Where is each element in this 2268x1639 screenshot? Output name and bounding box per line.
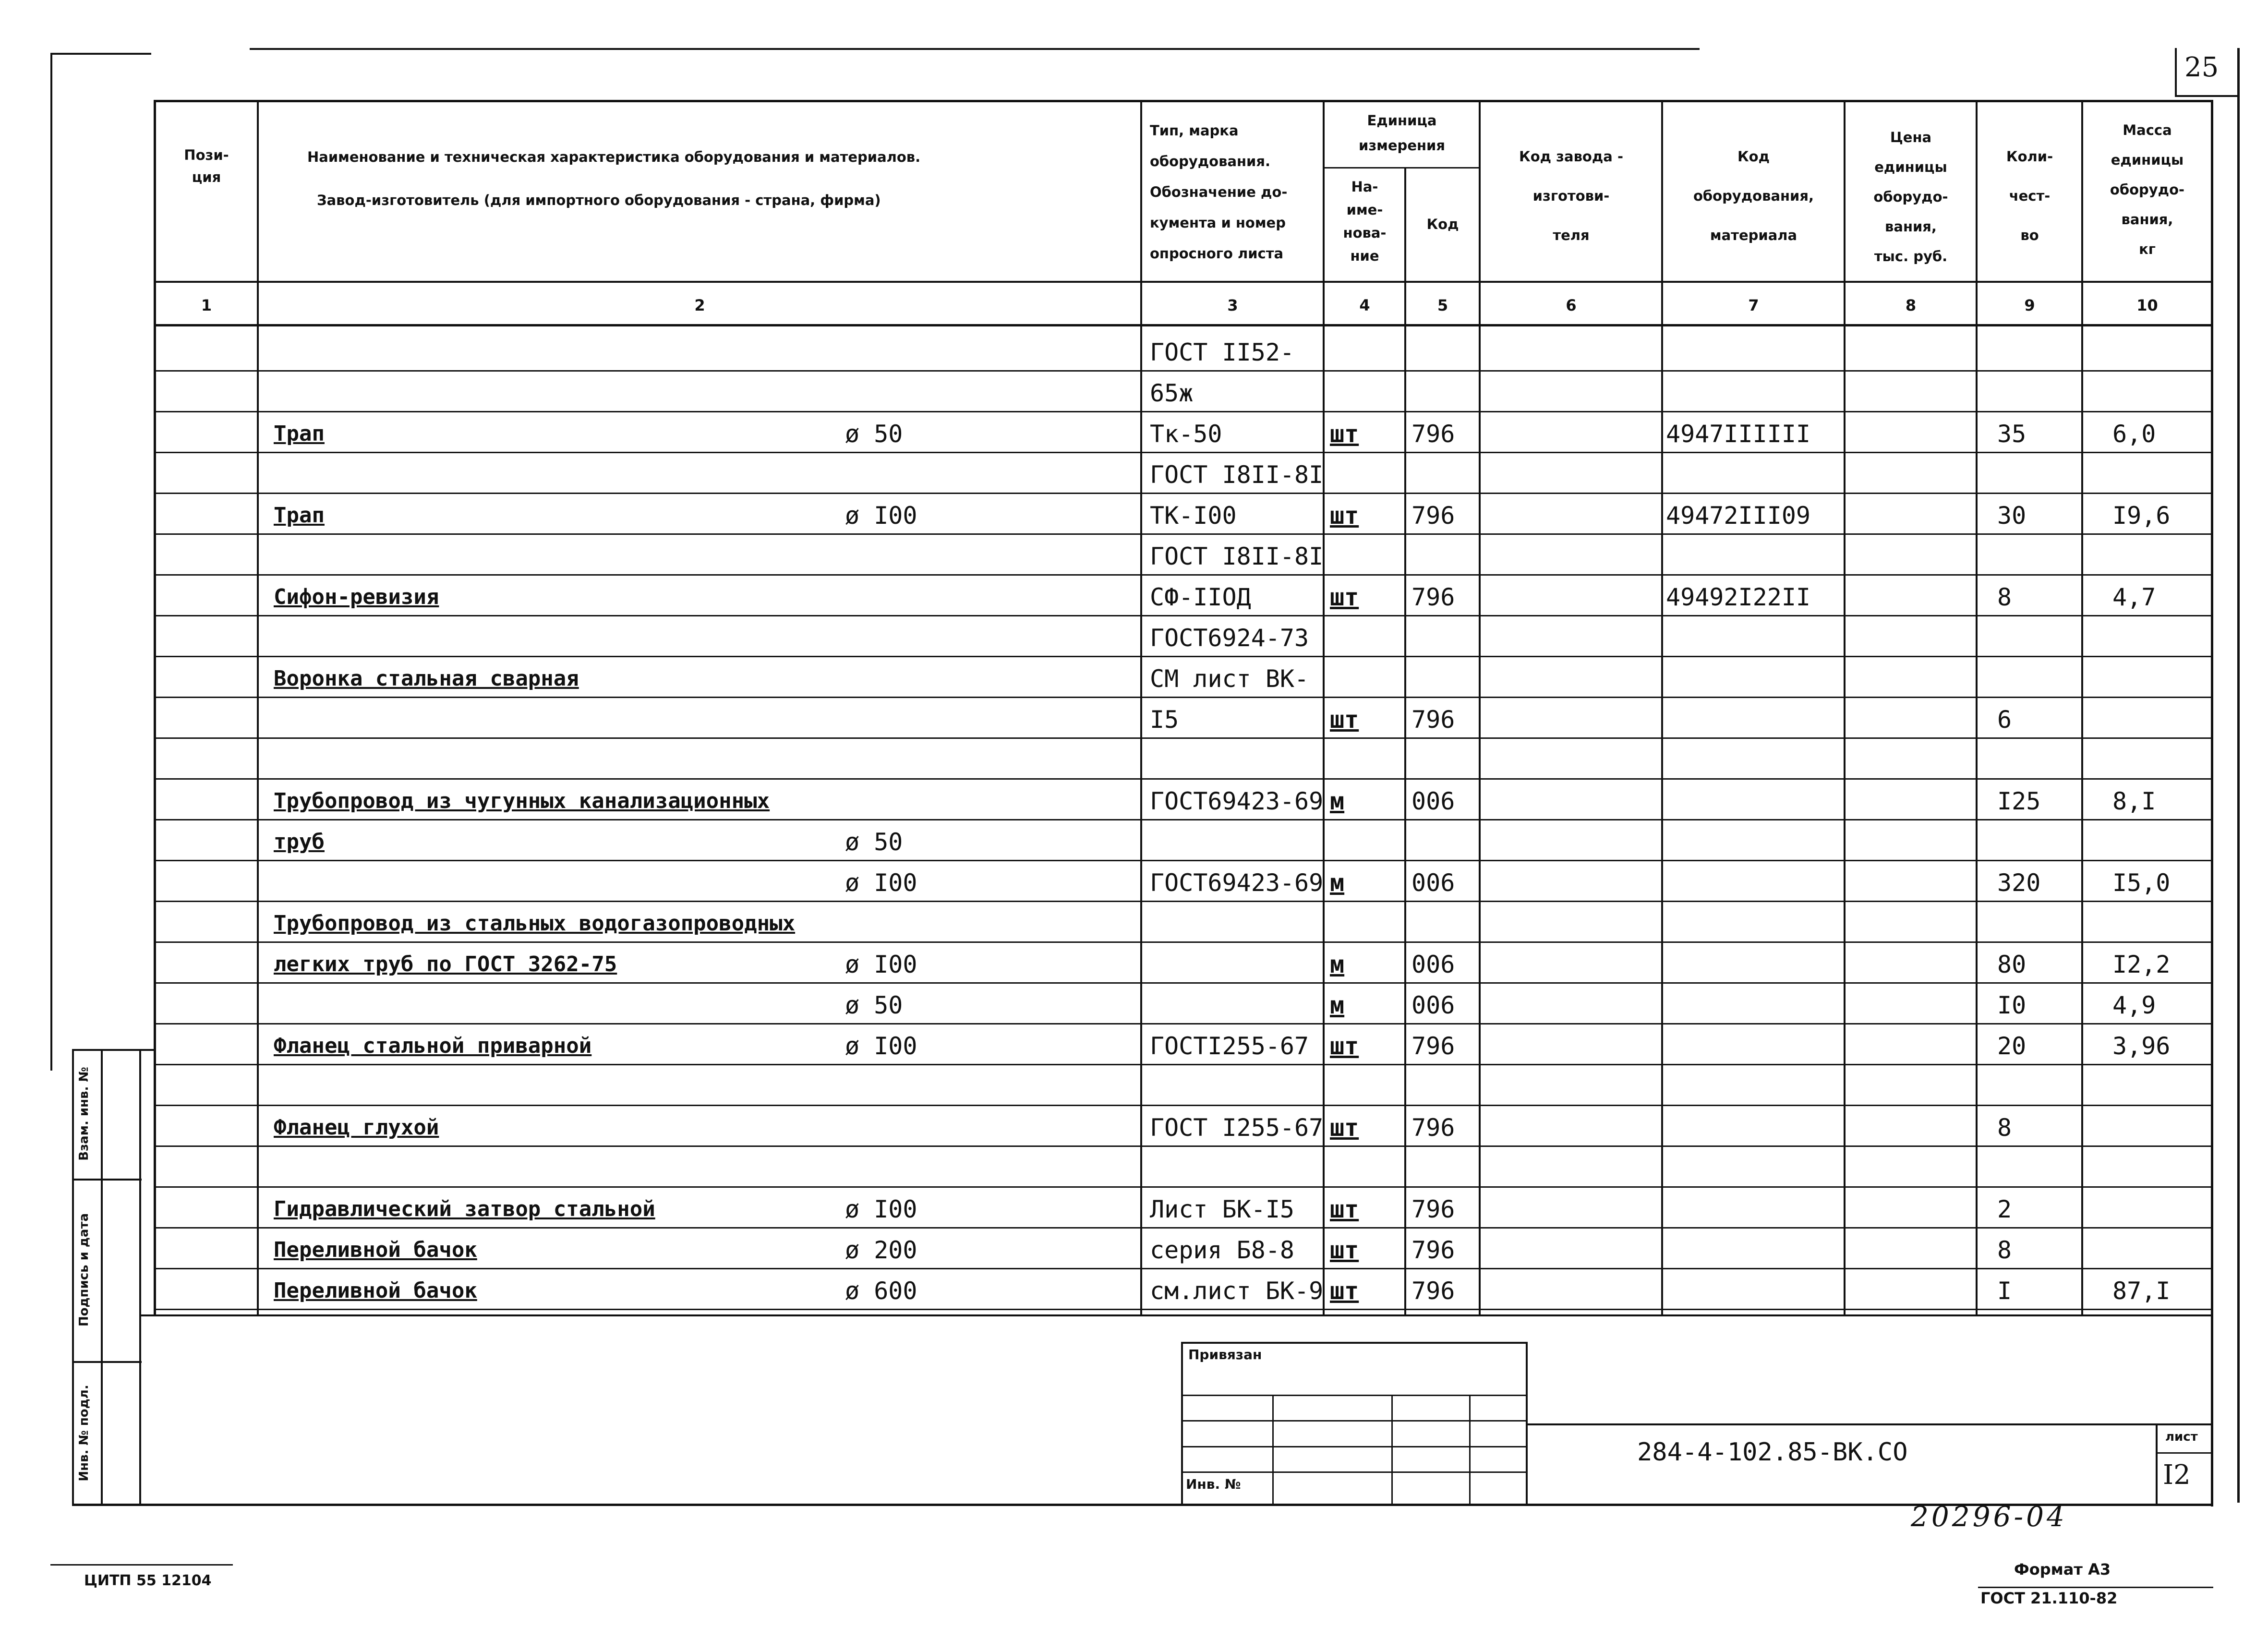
item-quantity: 80 [1997,951,2027,978]
header-price-l2: единицы [1874,159,1947,175]
item-unit-code: 006 [1411,991,1455,1019]
item-unit-code: 796 [1411,706,1455,734]
row-rule [156,1268,2213,1269]
item-mass: I9,6 [2112,502,2171,530]
header-price-l1: Цена [1890,129,1932,145]
sheet-label: лист [2165,1430,2198,1444]
row-rule [156,452,2213,453]
sheet-no-box-bottom [2175,95,2240,97]
item-unit-code: 796 [1411,1195,1455,1223]
item-type: СФ-IIОД [1150,583,1251,611]
header-unit-name-l3: нова- [1343,225,1387,241]
header-factory-l2: изготови- [1532,188,1610,204]
header-position-l1: Пози- [184,147,229,163]
row-rule [156,982,2213,984]
header-position [156,144,257,188]
header-price [1846,122,1976,271]
item-unit: шт [1330,502,1359,530]
item-diameter: ø I00 [845,1195,917,1223]
item-material-code: 49492I22II [1666,583,1811,611]
item-mass: I2,2 [2112,951,2171,978]
item-name: Фланец стальной приварной [274,1034,592,1058]
row-rule [156,493,2213,494]
sheet-no-box-left [2175,48,2177,96]
header-type-l3: Обозначение до- [1150,184,1288,200]
side-stamp-outer [72,1049,74,1505]
item-type: СМ лист ВК- [1150,665,1309,693]
item-diameter: ø I00 [845,869,917,897]
item-mass: 8,I [2112,787,2156,815]
header-unit-name [1325,175,1404,267]
col-line-8 [1976,100,1978,1314]
item-type: ТК-I00 [1150,502,1237,530]
top-line-main [250,48,1700,50]
item-type: см.лист БК-9 [1150,1277,1324,1305]
item-mass: 4,9 [2112,991,2156,1019]
col-number-7: 7 [1748,296,1759,314]
item-quantity: 20 [1997,1032,2027,1060]
item-diameter: ø I00 [845,951,917,978]
item-name: Фланец глухой [274,1115,439,1140]
item-name: Переливной бачок [274,1238,477,1262]
header-material-l1: Код [1737,148,1770,165]
item-name: легких труб по ГОСТ 3262-75 [274,952,617,976]
frame-bottom [72,1504,2213,1506]
sheet-cell-mid [2156,1452,2213,1454]
header-type [1145,115,1327,269]
row-rule [156,533,2213,535]
header-mass-l4: вания, [2121,211,2173,228]
side-stamp-div1 [72,1179,142,1181]
header-name-line2: Завод-изготовитель (для импортного оборудования - страна, фирма) [317,192,881,208]
item-unit: шт [1330,583,1359,611]
stamp-row2 [1181,1420,1527,1422]
item-unit: шт [1330,1114,1359,1142]
item-name: Трап [274,422,325,446]
item-unit: шт [1330,420,1359,448]
col-line-9 [2081,100,2083,1314]
footer-line-right [1978,1587,2213,1588]
side-stamp-mid [101,1049,103,1505]
item-mass: 6,0 [2112,420,2156,448]
header-name-line1: Наименование и техническая характеристика оборудования и материалов. [307,149,921,165]
header-quantity [1978,137,2081,255]
col-line-1 [257,100,259,1314]
item-diameter: ø 50 [845,828,903,856]
format-line-1: Формат А3 [2014,1560,2111,1579]
header-mass-l5: кг [2139,241,2156,257]
sheet-number: I2 [2163,1459,2191,1491]
titleblock-top [1527,1423,2213,1425]
item-quantity: 8 [1997,1114,2012,1142]
col-number-10: 10 [2136,296,2158,314]
numbers-bottom [154,324,2213,326]
stamp-top [1181,1342,1527,1344]
stamp-row1 [1181,1395,1527,1396]
item-name: Сифон-ревизия [274,585,439,609]
item-material-code: 4947IIIIII [1666,420,1811,448]
item-name: Гидравлический затвор стальной [274,1197,655,1221]
header-quantity-l1: Коли- [2006,148,2053,165]
item-diameter: ø I00 [845,502,917,530]
item-type: Лист БК-I5 [1150,1195,1295,1223]
header-mass-l3: оборудо- [2110,181,2185,198]
doc-code: 284-4-102.85-ВК.СО [1637,1438,1908,1467]
item-type: ГОСТ I255-67 [1150,1114,1324,1142]
header-quantity-l3: во [2020,227,2039,243]
right-frame [2237,48,2240,1503]
item-quantity: 30 [1997,502,2027,530]
stamp-privyazan-label: Привязан [1188,1347,1262,1362]
col-number-4: 4 [1359,296,1370,314]
item-unit-code: 006 [1411,869,1455,897]
item-name: труб [274,830,325,854]
header-unit-l1: Единица [1367,112,1437,129]
item-mass: 87,I [2112,1277,2171,1305]
row-rule [156,1186,2213,1188]
header-material-l2: оборудования, [1693,188,1814,204]
col-line-6 [1661,100,1663,1314]
sheet-number-corner: 25 [2184,52,2219,83]
item-quantity: 8 [1997,1236,2012,1264]
item-diameter: ø I00 [845,1032,917,1060]
item-unit: м [1330,869,1345,897]
side-stamp-podpis: Подпись и дата [77,1213,91,1327]
row-rule [156,778,2213,780]
side-stamp-div2 [72,1361,142,1363]
row-rule [156,656,2213,657]
header-factory-code [1481,137,1661,255]
header-price-l4: вания, [1885,218,1937,235]
format-line-2: ГОСТ 21.110-82 [1980,1589,2118,1607]
item-unit: шт [1330,1195,1359,1223]
top-line-left [50,53,151,55]
row-rule [156,370,2213,372]
item-type: серия Б8-8 [1150,1236,1295,1264]
item-material-code: 49472III09 [1666,502,1811,530]
col-number-6: 6 [1566,296,1577,314]
header-unit-l2: измерения [1359,137,1445,154]
header-price-l3: оборудо- [1873,189,1948,205]
row-rule [156,1105,2213,1106]
col-number-1: 1 [201,296,212,314]
footer-line-left [50,1564,233,1566]
item-quantity: 2 [1997,1195,2012,1223]
col-line-4 [1404,168,1406,1314]
header-mass [2084,115,2211,264]
header-type-l4: кумента и номер [1150,215,1286,231]
item-quantity: I [1997,1277,2012,1305]
item-mass: 4,7 [2112,583,2156,611]
row-rule [156,1227,2213,1229]
item-diameter: ø 600 [845,1277,917,1305]
item-quantity: 6 [1997,706,2012,734]
col-number-5: 5 [1437,296,1448,314]
item-unit-code: 796 [1411,1277,1455,1305]
stamp-col2 [1391,1395,1393,1505]
row-rule [156,1145,2213,1147]
item-unit: м [1330,787,1345,815]
item-unit-code: 796 [1411,420,1455,448]
item-unit-code: 796 [1411,583,1455,611]
row-rule [156,615,2213,616]
item-quantity: 320 [1997,869,2041,897]
item-diameter: ø 200 [845,1236,917,1264]
row-rule [156,901,2213,902]
item-type: ГОСТ69423-69 [1150,869,1324,897]
stamp-left [1181,1342,1183,1505]
col-line-5 [1479,100,1481,1314]
row-rule [156,1023,2213,1024]
left-border-top [50,53,52,1071]
item-unit-code: 796 [1411,1236,1455,1264]
header-factory-l3: теля [1553,227,1590,243]
item-name: Воронка стальная сварная [274,666,579,691]
col-number-9: 9 [2024,296,2035,314]
header-type-l5: опросного листа [1150,245,1284,262]
unit-group-rule [1323,167,1479,169]
table-top [154,100,2213,102]
item-type: Тк-50 [1150,420,1222,448]
item-unit-code: 006 [1411,787,1455,815]
stamp-row3 [1181,1446,1527,1447]
row-rule [156,1064,2213,1065]
item-unit-code: 796 [1411,1114,1455,1142]
row-rule [156,941,2213,943]
item-quantity: 35 [1997,420,2027,448]
header-unit-group [1325,108,1479,158]
item-name: Трап [274,503,325,528]
col-line-2 [1140,100,1142,1314]
item-quantity: I0 [1997,991,2027,1019]
item-unit-code: 796 [1411,1032,1455,1060]
side-stamp-vzam: Взам. инв. № [77,1067,91,1161]
col-number-8: 8 [1905,296,1917,314]
row-rule [156,737,2213,739]
header-factory-l1: Код завода - [1519,148,1623,165]
stamp-col3 [1469,1395,1471,1505]
item-diameter: ø 50 [845,420,903,448]
item-unit: шт [1330,1277,1359,1305]
stamp-inv-label: Инв. № [1186,1476,1241,1492]
header-unit-name-l4: ние [1350,248,1379,264]
item-quantity: I25 [1997,787,2041,815]
side-stamp-inv-podl: Инв. № подл. [77,1385,91,1482]
item-type: ГОСТ II52- [1150,338,1295,366]
header-quantity-l2: чест- [2009,188,2051,204]
inventory-stamp: 20296-04 [1911,1500,2067,1533]
row-rule [156,1309,2213,1310]
row-rule [156,860,2213,861]
stamp-row4 [1181,1471,1527,1473]
row-rule [156,819,2213,820]
item-type: I5 [1150,706,1179,734]
item-type: ГОСТ I8II-8I [1150,542,1324,570]
col-number-2: 2 [694,296,705,314]
header-bottom [154,281,2213,283]
item-type: ГОСТI255-67 [1150,1032,1309,1060]
header-material-l3: материала [1710,227,1798,243]
item-name: Переливной бачок [274,1278,477,1303]
header-price-l5: тыс. руб. [1874,248,1948,265]
col-line-7 [1844,100,1846,1314]
item-name: Трубопровод из чугунных канализационных [274,789,770,813]
item-name: Трубопровод из стальных водогазопроводных [274,911,796,936]
header-type-l2: оборудования. [1150,153,1271,169]
table-right [2211,100,2213,1506]
item-unit: шт [1330,1236,1359,1264]
header-type-l1: Тип, марка [1150,122,1239,139]
item-type: ГОСТ6924-73 [1150,624,1309,652]
header-material-code [1664,137,1844,255]
item-mass: I5,0 [2112,869,2171,897]
header-unit-name-l1: На- [1351,179,1378,195]
item-unit: м [1330,991,1345,1019]
item-type: ГОСТ69423-69 [1150,787,1324,815]
col-number-3: 3 [1227,296,1238,314]
header-mass-l2: единицы [2111,152,2184,168]
row-rule [156,411,2213,412]
item-type: ГОСТ I8II-8I [1150,461,1324,489]
table-bottom-rule [139,1314,2213,1316]
item-unit: шт [1330,706,1359,734]
item-mass: 3,96 [2112,1032,2171,1060]
side-stamp-top [72,1049,156,1051]
header-mass-l1: Масса [2123,122,2172,138]
item-unit-code: 796 [1411,502,1455,530]
header-unit-code: Код [1426,216,1459,232]
side-stamp-inner [139,1049,141,1505]
row-rule [156,697,2213,698]
item-diameter: ø 50 [845,991,903,1019]
sheet-cell-left [2156,1423,2158,1505]
item-unit: шт [1330,1032,1359,1060]
item-unit: м [1330,951,1345,978]
print-code: ЦИТП 55 12104 [84,1572,212,1589]
item-type: 65ж [1150,379,1194,407]
header-position-l2: ция [192,169,221,185]
item-quantity: 8 [1997,583,2012,611]
item-unit-code: 006 [1411,951,1455,978]
stamp-col1 [1272,1395,1274,1505]
row-rule [156,574,2213,576]
header-unit-name-l2: име- [1346,202,1383,218]
